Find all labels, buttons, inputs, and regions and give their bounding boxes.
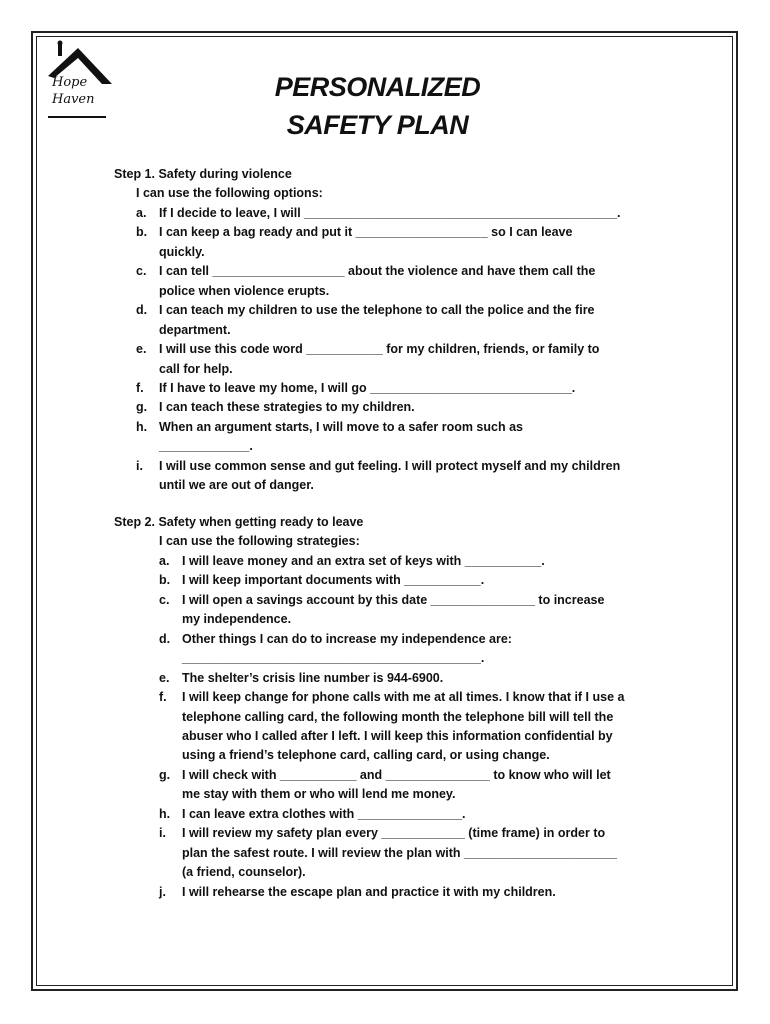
step1-item-text: I can tell ___________________ about the violence and have them call the (159, 264, 596, 279)
step1-item-text: If I have to leave my home, I will go _____________________________. (159, 380, 576, 395)
step2-item-label: i. (159, 826, 166, 841)
step2-intro: I can use the following strategies: (159, 534, 360, 549)
step2-item-text: telephone calling card, the following month the telephone bill will tell the (182, 709, 614, 724)
step2-item-label: j. (159, 884, 166, 899)
title-line-2: SAFETY PLAN (286, 110, 469, 140)
step2-item-text: I will open a savings account by this date _______________ to increase (182, 592, 605, 607)
step1-item-label: g. (136, 400, 148, 415)
step2-item-text: I can leave extra clothes with _______________. (182, 806, 466, 821)
step2-item-text: I will keep important documents with ___________. (182, 573, 485, 588)
step1-item-label: i. (136, 458, 143, 473)
step1-item-label: f. (136, 380, 144, 395)
step1-item-label: d. (136, 303, 148, 318)
step1-item-text: I can keep a bag ready and put it ___________________ so I can leave (159, 225, 573, 240)
step2-item-text: (a friend, counselor). (182, 865, 306, 880)
logo-line-2: Haven (52, 92, 95, 107)
step2-item-text: I will leave money and an extra set of keys with ___________. (182, 553, 545, 568)
step2-item-text: The shelter’s crisis line number is 944-6900. (182, 670, 444, 685)
logo-wordmark (52, 74, 95, 108)
step2-item-label: a. (159, 553, 170, 568)
step2-item-text: using a friend’s telephone card, calling card, or using change. (182, 748, 550, 763)
page-title (250, 68, 505, 144)
step1-item-text: When an argument starts, I will move to a safer room such as (159, 419, 523, 434)
logo-line-1: Hope (52, 75, 88, 90)
step2-item-label: c. (159, 592, 170, 607)
step1-item-text: I will use common sense and gut feeling. I will protect myself and my children (159, 458, 621, 473)
step1-item-label: c. (136, 264, 147, 279)
step2-heading: Step 2. Safety when getting ready to leave (114, 515, 364, 529)
step2-item-text: I will check with ___________ and _______________ to know who will let (182, 767, 611, 782)
step1-item-text: police when violence erupts. (159, 283, 330, 298)
step2-item-label: g. (159, 767, 171, 782)
step2-item-label: f. (159, 690, 167, 705)
step1-heading: Step 1. Safety during violence (114, 167, 292, 181)
step2-item-label: h. (159, 806, 171, 821)
step1-item-text: until we are out of danger. (159, 478, 314, 493)
step2-item-text: me stay with them or who will lend me money. (182, 787, 456, 802)
step2-item-text: I will keep change for phone calls with me at all times. I know that if I use a (182, 690, 625, 705)
step1-item-label: b. (136, 225, 148, 240)
step1-item-label: a. (136, 205, 147, 220)
step2-item-text: plan the safest route. I will review the plan with ______________________ (182, 845, 617, 860)
step1-item-text: If I decide to leave, I will _____________________________________________. (159, 205, 621, 220)
step2-item-text: Other things I can do to increase my independence are: (182, 631, 512, 646)
step1-item-label: e. (136, 342, 147, 357)
logo-underline (48, 116, 106, 118)
step2-item-label: b. (159, 573, 171, 588)
step1-item-text: quickly. (159, 244, 205, 259)
step1-item-text: department. (159, 322, 231, 337)
step1-intro: I can use the following options: (136, 186, 323, 201)
step2-item-text: I will review my safety plan every ____________ (time frame) in order to (182, 826, 606, 841)
step2-item-text: I will rehearse the escape plan and practice it with my children. (182, 884, 556, 899)
step2-item-label: e. (159, 670, 170, 685)
step1-item-text: I will use this code word ___________ for my children, friends, or family to (159, 342, 600, 357)
step1-item-text: I can teach these strategies to my children. (159, 400, 415, 415)
step2-item-text: my independence. (182, 612, 292, 627)
step1-item-label: h. (136, 419, 148, 434)
step2-item-text: ___________________________________________. (182, 651, 485, 666)
step1-item-text: I can teach my children to use the telephone to call the police and the fire (159, 303, 595, 318)
title-line-1: PERSONALIZED (274, 72, 481, 102)
step1-item-text: call for help. (159, 361, 233, 376)
hope-haven-logo (40, 40, 118, 124)
step2-item-label: d. (159, 631, 171, 646)
step1-item-text: _____________. (159, 439, 253, 454)
step2-item-text: abuser who I called after I left. I will keep this information confidential by (182, 728, 613, 743)
